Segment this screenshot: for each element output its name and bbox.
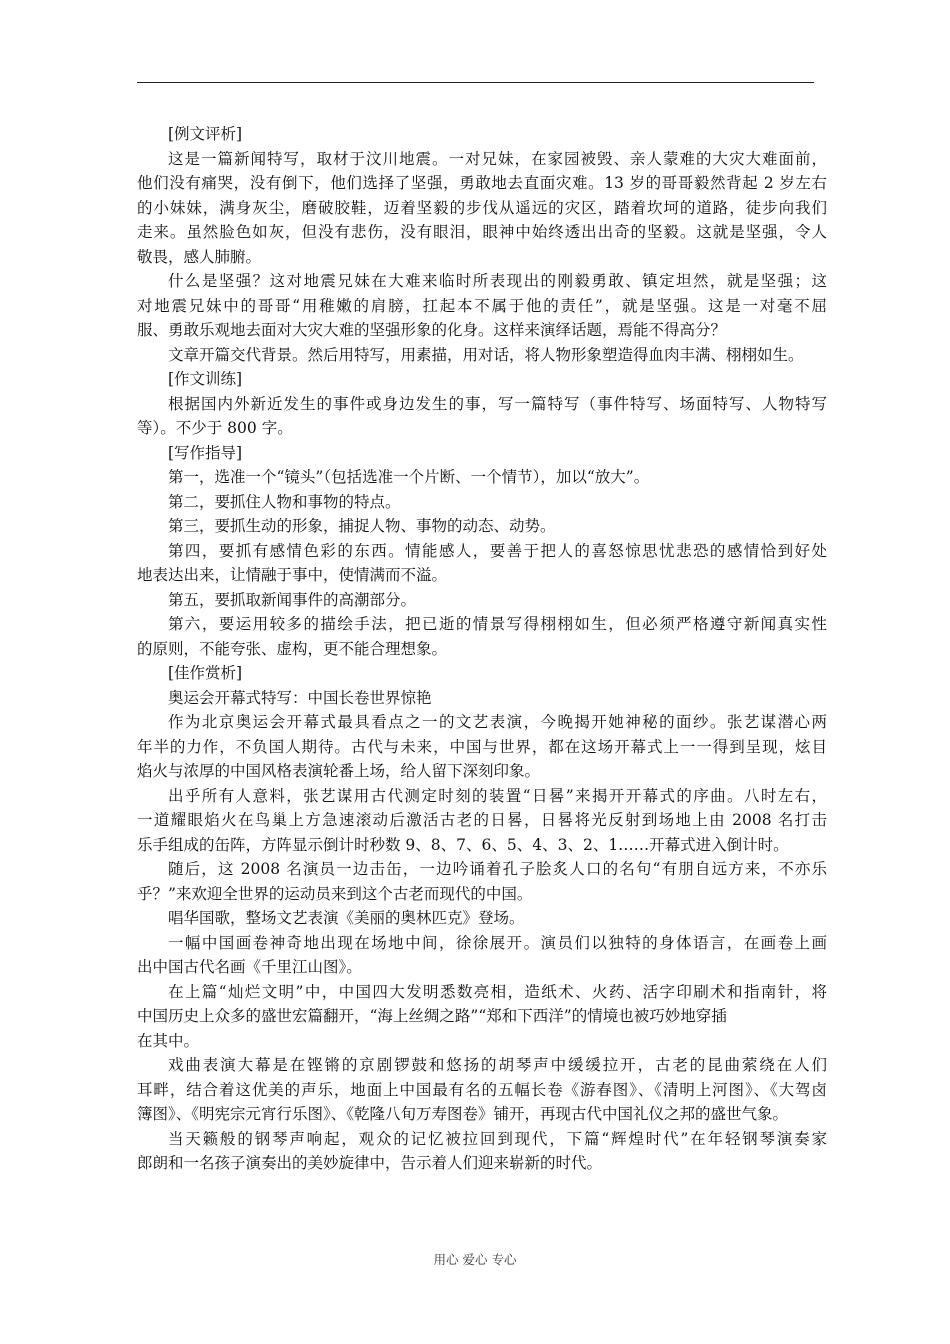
text-line: 敬畏，感人肺腑。 (137, 247, 262, 266)
text-line: 出中国古代名画《千里江山图》。 (137, 958, 362, 976)
text-line: 的原则，不能夸张、虚构，更不能合理想象。 (137, 639, 448, 658)
article-title: 奥运会开幕式特写：中国长卷世界惊艳 (168, 688, 432, 707)
text-line: 在其中。 (137, 1031, 200, 1050)
text-line: 对地震兄妹中的哥哥“用稚嫩的肩膀，扛起本不属于他的责任”，就是坚强。这是一对毫不屈 (137, 296, 827, 315)
text-line: 这是一篇新闻特写，取材于汶川地震。一对兄妹，在家园被毁、亲人蒙难的大灾大难面前， (168, 149, 827, 168)
text-line: 中国历史上众多的盛世宏篇翻开，“海上丝绸之路”“郑和下西洋”的情境也被巧妙地穿插 (137, 1007, 727, 1025)
text-line: 戏曲表演大幕是在铿锵的京剧锣鼓和悠扬的胡琴声中缓缓拉开，古老的昆曲萦绕在人们 (168, 1056, 827, 1074)
text-line: 第二，要抓住人物和事物的特点。 (168, 492, 401, 511)
section-heading-appreciation: [佳作赏析] (168, 664, 243, 682)
text-line: 走来。虽然脸色如灰，但没有悲伤，没有眼泪，眼神中始终透出出奇的坚毅。这就是坚强，令人 (137, 223, 827, 241)
text-line: 他们没有痛哭，没有倒下，他们选择了坚强，勇敢地去直面灾难。13 岁的哥哥毅然背起 2 岁左右 (137, 174, 827, 192)
text-line: 唱华国歌，整场文艺表演《美丽的奥林匹克》登场。 (168, 909, 525, 927)
text-line: 地表达出来，让情融于事中，使情满而不溢。 (137, 566, 448, 584)
text-line: 第三，要抓生动的形象，捕捉人物、事物的动态、动势。 (168, 517, 556, 535)
text-line: 文章开篇交代背景。然后用特写，用素描，用对话，将人物形象塑造得血肉丰满、栩栩如生。 (168, 345, 804, 364)
page-footer: 用心 爱心 专心 (433, 1252, 517, 1267)
text-line: 郎朗和一名孩子演奏出的美妙旋律中，告示着人们迎来崭新的时代。 (137, 1154, 603, 1172)
text-line: 焰火与浓厚的中国风格表演轮番上场，给人留下深刻印象。 (137, 762, 541, 780)
text-line: 年半的力作，不负国人期待。古代与未来，中国与世界，都在这场开幕式上一一得到呈现，炫目 (137, 737, 827, 756)
section-heading-analysis: [例文评析] (168, 125, 243, 143)
text-line: 当天籁般的钢琴声响起，观众的记忆被拉回到现代，下篇“辉煌时代”在年轻钢琴演奏家 (168, 1129, 827, 1148)
document-body (137, 122, 827, 1176)
text-line: 作为北京奥运会开幕式最具看点之一的文艺表演，今晚揭开她神秘的面纱。张艺谋潜心两 (168, 713, 827, 731)
text-line: 一幅中国画卷神奇地出现在场地中间，徐徐展开。演员们以独特的身体语言，在画卷上画 (168, 933, 827, 952)
text-line: 第四，要抓有感情色彩的东西。情能感人，要善于把人的喜怒惊思忧悲恐的感情恰到好处 (168, 541, 827, 560)
text-line: 等）。不少于 800 字。 (137, 419, 293, 437)
text-line: 出乎所有人意料，张艺谋用古代测定时刻的装置“日晷”来揭开开幕式的序曲。八时左右， (168, 786, 827, 805)
text-line: 乎？”来欢迎全世界的运动员来到这个古老而现代的中国。 (137, 884, 533, 903)
text-line: 什么是坚强？这对地震兄妹在大难来临时所表现出的刚毅勇敢、镇定坦然，就是坚强；这 (168, 272, 827, 290)
text-line: 随后，这 2008 名演员一边击缶，一边吟诵着孔子脍炙人口的名句“有朋自远方来，不亦乐 (168, 860, 827, 878)
section-heading-training: [作文训练] (168, 370, 243, 388)
text-line: 耳畔，结合着这优美的声乐，地面上中国最有名的五幅长卷《游春图》、《清明上河图》、《大驾卤 (137, 1080, 827, 1099)
text-line: 第一，选准一个“镜头”（包括选准一个片断、一个情节），加以“放大”。 (168, 468, 650, 486)
text-line: 的小妹妹，满身灰尘，磨破胶鞋，迈着坚毅的步伐从遥远的灾区，踏着坎坷的道路，徒步向我们 (137, 198, 827, 217)
text-line: 第五，要抓取新闻事件的高潮部分。 (168, 590, 417, 609)
text-line: 第六，要运用较多的描绘手法，把已逝的情景写得栩栩如生，但必须严格遵守新闻真实性 (168, 615, 827, 633)
text-line: 服、勇敢乐观地去面对大灾大难的坚强形象的化身。这样来演绎话题，焉能不得高分？ (137, 321, 727, 339)
text-line: 根据国内外新近发生的事件或身边发生的事，写一篇特写（事件特写、场面特写、人物特写 (168, 394, 827, 413)
text-line: 乐手组成的缶阵，方阵显示倒计时秒数 9、8、7、6、5、4、3、2、1……开幕式进入倒计时。 (137, 835, 789, 854)
text-line: 一道耀眼焰火在鸟巢上方急速滚动后激活古老的日晷，日晷将光反射到场地上由 2008 名打击 (137, 811, 827, 829)
section-heading-guidance: [写作指导] (168, 443, 243, 462)
text-line: 在上篇“灿烂文明”中，中国四大发明悉数亮相，造纸术、火药、活字印刷术和指南针，将 (168, 982, 827, 1001)
text-line: 簿图》、《明宪宗元宵行乐图》、《乾隆八旬万寿图卷》铺开，再现古代中国礼仪之邦的盛世气象。 (137, 1105, 789, 1123)
header-rule (137, 82, 814, 83)
